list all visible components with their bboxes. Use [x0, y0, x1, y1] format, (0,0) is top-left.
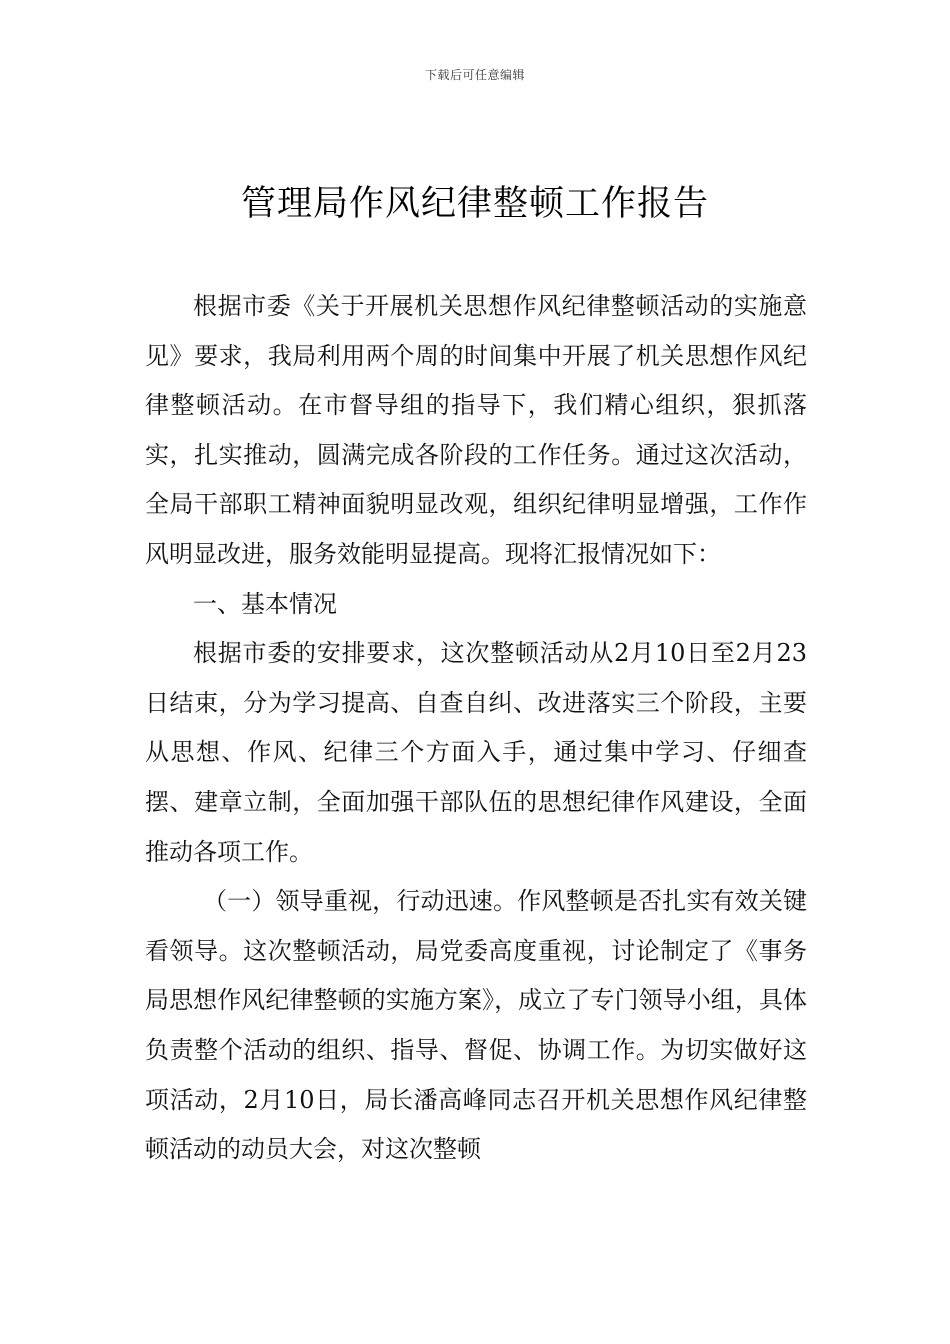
paragraph-intro: 根据市委《关于开展机关思想作风纪律整顿活动的实施意见》要求，我局利用两个周的时间集中开展了机关思想作风纪律整顿活动。在市督导组的指导下，我们精心组织，狠抓落实，扎实推动，圆满完成各阶段的工作任务。通过这次活动，全局干部职工精神面貌明显改观，组织纪律明显增强，工作作风明显改进，服务效能明显提高。现将汇报情况如下：: [145, 292, 807, 568]
paragraph-leadership: （一）领导重视，行动迅速。作风整顿是否扎实有效关键看领导。这次整顿活动，局党委高度重视，讨论制定了《事务局思想作风纪律整顿的实施方案》，成立了专门领导小组，具体负责整个活动的组织、指导、督促、协调工作。为切实做好这项活动，2月10日，局长潘高峰同志召开机关思想作风纪律整顿活动的动员大会，对这次整顿: [145, 887, 807, 1164]
document-title: 管理局作风纪律整顿工作报告: [240, 184, 709, 224]
paragraph-schedule: 根据市委的安排要求，这次整顿活动从2月10日至2月23日结束，分为学习提高、自查自纠、改进落实三个阶段，主要从思想、作风、纪律三个方面入手，通过集中学习、仔细查摆、建章立制，全面加强干部队伍的思想纪律作风建设，全面推动各项工作。: [145, 639, 807, 866]
section-heading-basic-situation: 一、基本情况: [193, 589, 337, 618]
header-note: 下载后可任意编辑: [424, 68, 525, 82]
document-body: [145, 282, 807, 1175]
